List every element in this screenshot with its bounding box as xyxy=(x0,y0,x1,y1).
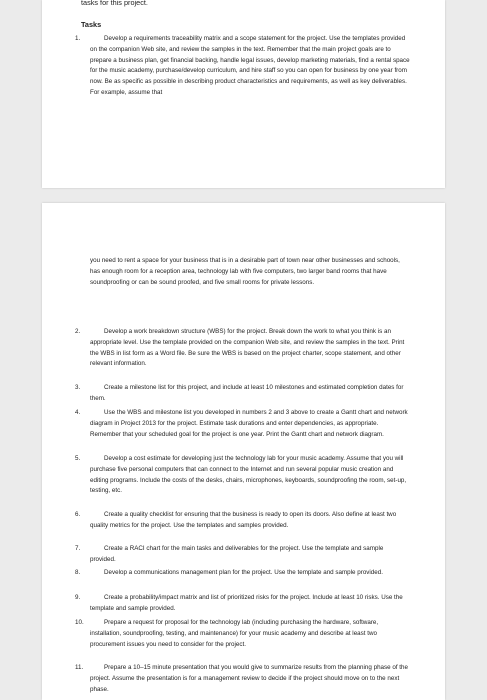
task-item-7 xyxy=(75,544,410,566)
task-number: 4. xyxy=(75,409,81,416)
task-number: 5. xyxy=(75,455,81,462)
task-text: Create a probability/impact matrix and list of prioritized risks for the project. Include at least 10 risks. Use the template and sample provided. xyxy=(90,594,403,612)
task-text: Prepare a request for proposal for the technology lab (including purchasing the hardware, software, installation, soundproofing, testing, and maintenance) for your music academy and describe at least two procurement issues you need to consider for the project. xyxy=(90,619,379,648)
tasks-heading: Tasks xyxy=(81,20,102,29)
task-text: Create a RACI chart for the main tasks and deliverables for the project. Use the template and sample provided. xyxy=(90,545,384,563)
task-item-1-continued xyxy=(90,256,410,288)
document-page-2 xyxy=(42,203,445,700)
task-item-11 xyxy=(75,663,410,695)
task-item-4 xyxy=(75,408,410,440)
task-item-8 xyxy=(75,568,410,579)
task-text: Develop a requirements traceability matrix and a scope statement for the project. Use the templates provided on the companion Web site, and review the samples in the text. Remember that the main project goals are to prepare a business plan, get financial backing, handle legal issues, develop marketing materials, find a rental space for the music academy, purchase/develop curriculum, and hire staff so you can open for business by one year from now. Be as specific as possible in describing product characteristics and requirements, as well as key deliverables. For example, assume that xyxy=(90,35,410,96)
task-text: Create a quality checklist for ensuring that the business is ready to open its doors. Also define at least two quality metrics for the project. Use the templates and samples provided. xyxy=(90,511,397,529)
task-number: 7. xyxy=(75,545,81,552)
task-text: Create a milestone list for this project, and include at least 10 milestones and estimated completion dates for them. xyxy=(90,384,404,402)
task-text: Develop a cost estimate for developing just the technology lab for your music academy. Assume that you will purchase five personal computers that can connect to the Internet and run several popular music creation and editing programs. Include the costs of the desks, chairs, microphones, keyboards, soundproofing the room, set-up, testing, etc. xyxy=(90,455,407,495)
task-number: 8. xyxy=(75,569,81,576)
task-item-1 xyxy=(75,34,410,99)
document-page-1 xyxy=(42,0,445,188)
task-number: 10. xyxy=(75,619,84,626)
task-item-5 xyxy=(75,454,410,497)
task-number: 1. xyxy=(75,35,81,42)
task-item-3 xyxy=(75,383,410,405)
task-text: Develop a work breakdown structure (WBS) for the project. Break down the work to what you think is an appropriate level. Use the template provided on the companion Web site, and review the samples in the text. Print the WBS in list form as a Word file. Be sure the WBS is based on the project charter, scope statement, and other relevant information. xyxy=(90,328,405,368)
task-number: 11. xyxy=(75,664,84,671)
task-item-10 xyxy=(75,618,410,650)
task-number: 2. xyxy=(75,328,81,335)
task-item-6 xyxy=(75,510,410,532)
task-number: 3. xyxy=(75,384,81,391)
task-text: you need to rent a space for your business that is in a desirable part of town near other businesses and schools, has enough room for a reception area, technology lab with five computers, two larger band rooms that have soundproofing or can be sound proofed, and five small rooms for private lessons. xyxy=(90,257,400,286)
task-item-9 xyxy=(75,593,410,615)
task-text: Develop a communications management plan for the project. Use the template and sample provided. xyxy=(104,569,383,576)
intro-text: tasks for this project. xyxy=(81,0,148,7)
task-text: Prepare a 10–15 minute presentation that you would give to summarize results from the planning phase of the project. Assume the presentation is for a management review to decide if the project should move on to the next phase. xyxy=(90,664,408,693)
task-text: Use the WBS and milestone list you developed in numbers 2 and 3 above to create a Gantt chart and network diagram in Project 2013 for the project. Estimate task durations and enter dependencies, as appropriate. Remember that your scheduled goal for the project is one year. Print the Gantt chart and network diagram. xyxy=(90,409,408,438)
task-number: 9. xyxy=(75,594,81,601)
task-item-2 xyxy=(75,327,410,370)
task-number: 6. xyxy=(75,511,81,518)
